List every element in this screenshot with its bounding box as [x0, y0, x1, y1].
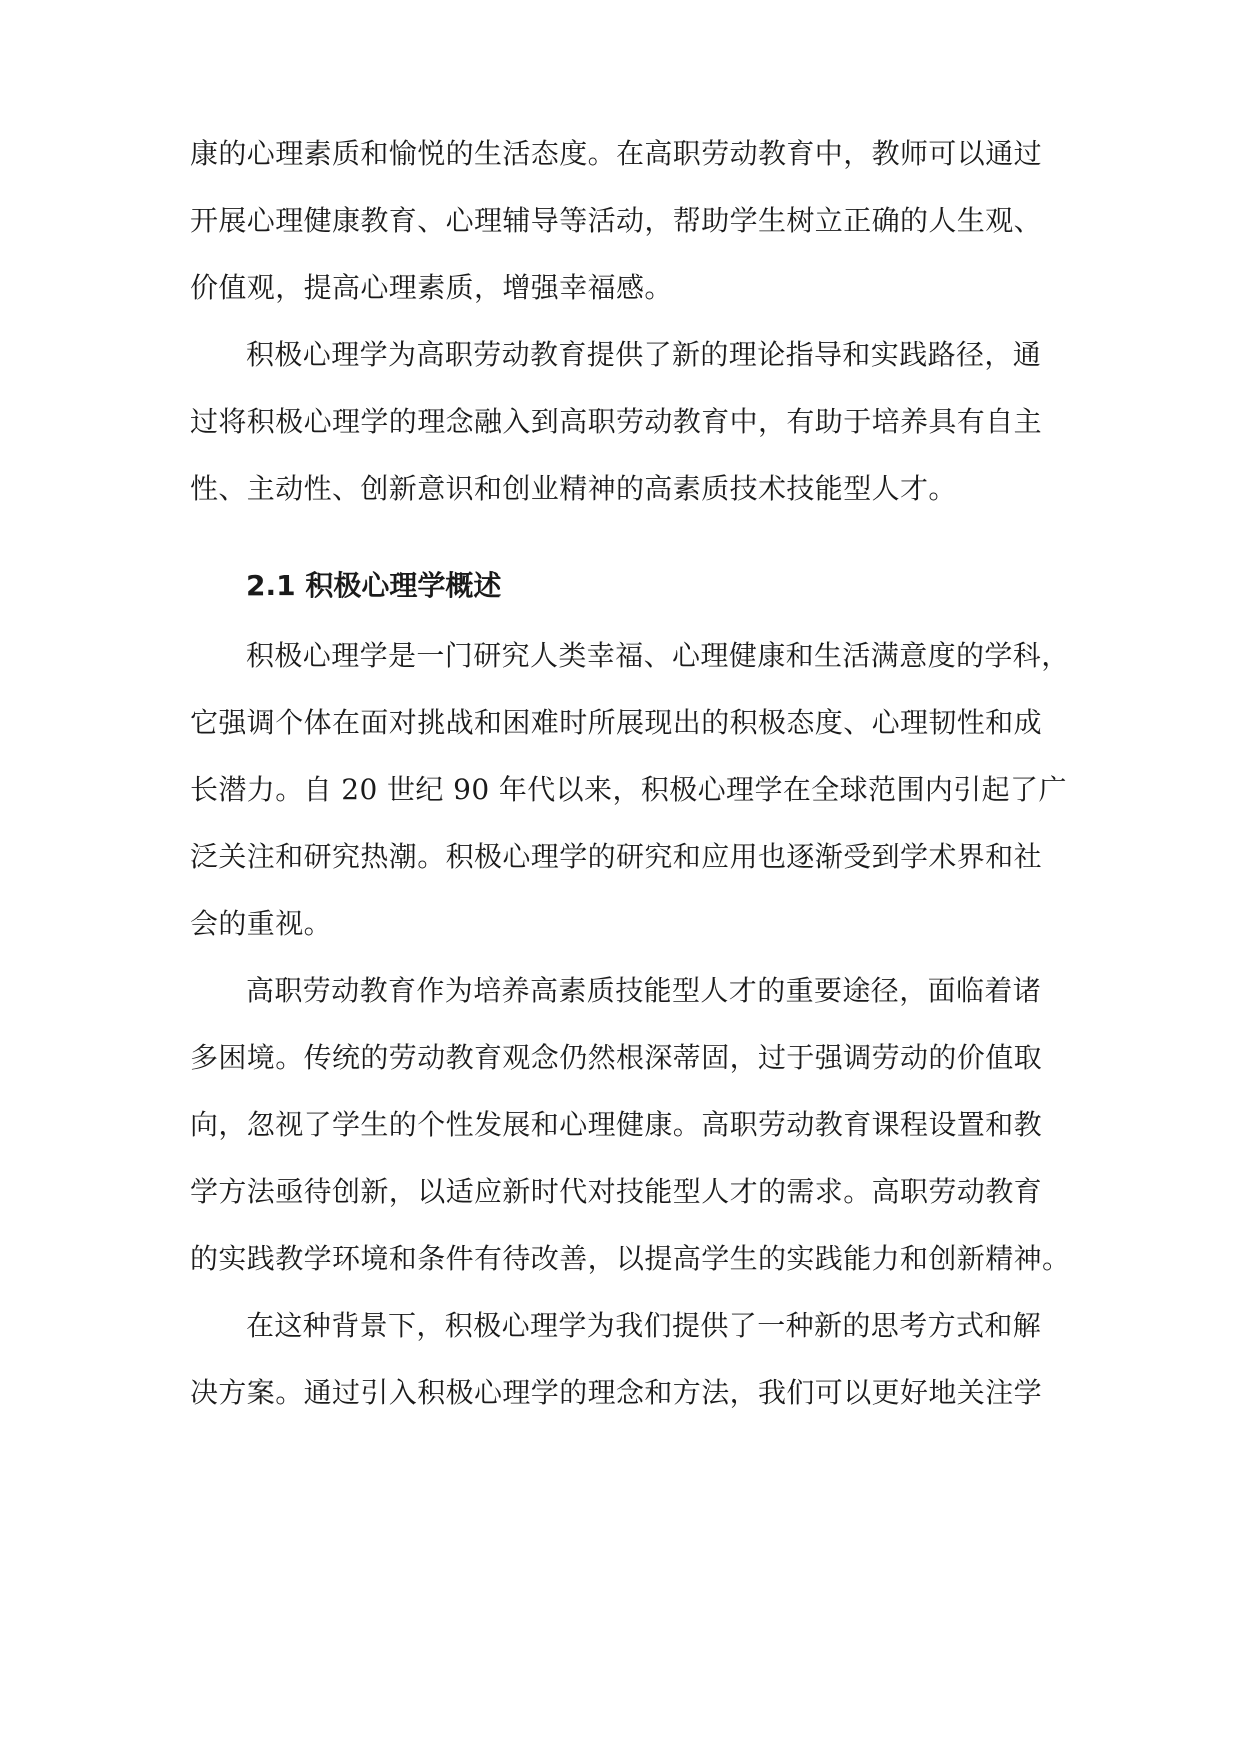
- paragraph-line: 在这种背景下，积极心理学为我们提供了一种新的思考方式和解: [246, 1309, 1042, 1342]
- paragraph-line: 泛关注和研究热潮。积极心理学的研究和应用也逐渐受到学术界和社: [190, 840, 1043, 873]
- paragraph-line: 长潜力。自 20 世纪 90 年代以来，积极心理学在全球范围内引起了广: [190, 773, 1067, 806]
- paragraph-line: 积极心理学是一门研究人类幸福、心理健康和生活满意度的学科，: [246, 639, 1070, 672]
- paragraph-line: 多困境。传统的劳动教育观念仍然根深蒂固，过于强调劳动的价值取: [190, 1041, 1043, 1074]
- paragraph-line: 的实践教学环境和条件有待改善，以提高学生的实践能力和创新精神。: [190, 1242, 1071, 1275]
- paragraph-line: 开展心理健康教育、心理辅导等活动，帮助学生树立正确的人生观、: [190, 204, 1043, 237]
- paragraph-line: 会的重视。: [190, 907, 333, 940]
- paragraph-line: 向，忽视了学生的个性发展和心理健康。高职劳动教育课程设置和教: [190, 1108, 1043, 1141]
- paragraph-line: 高职劳动教育作为培养高素质技能型人才的重要途径，面临着诸: [246, 974, 1042, 1007]
- paragraph-line: 性、主动性、创新意识和创业精神的高素质技术技能型人才。: [190, 472, 957, 505]
- paragraph-line: 决方案。通过引入积极心理学的理念和方法，我们可以更好地关注学: [190, 1376, 1043, 1409]
- paragraph-line: 它强调个体在面对挑战和困难时所展现出的积极态度、心理韧性和成: [190, 706, 1043, 739]
- paragraph-line: 价值观，提高心理素质，增强幸福感。: [190, 271, 673, 304]
- section-heading: 2.1 积极心理学概述: [246, 569, 502, 602]
- paragraph-line: 康的心理素质和愉悦的生活态度。在高职劳动教育中，教师可以通过: [190, 137, 1043, 170]
- paragraph-line: 学方法亟待创新，以适应新时代对技能型人才的需求。高职劳动教育: [190, 1175, 1043, 1208]
- paragraph-line: 积极心理学为高职劳动教育提供了新的理论指导和实践路径，通: [246, 338, 1042, 371]
- paragraph-line: 过将积极心理学的理念融入到高职劳动教育中，有助于培养具有自主: [190, 405, 1043, 438]
